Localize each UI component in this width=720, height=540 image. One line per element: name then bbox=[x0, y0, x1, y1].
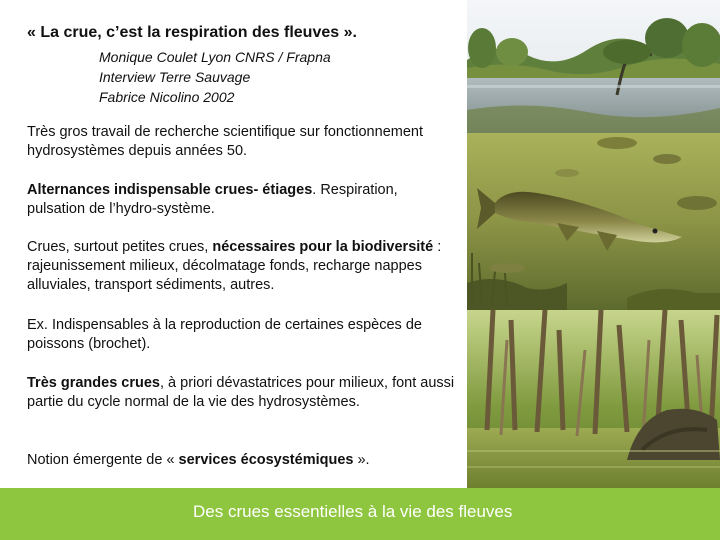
pike-underwater-photo bbox=[467, 133, 720, 310]
photo-strip bbox=[467, 0, 720, 488]
paragraph-big-floods-text: , à priori dévastatrices pour milieux, font aussi partie du cycle normal de la vie des hydrosystèmes. bbox=[27, 375, 455, 410]
text-column bbox=[27, 22, 459, 468]
paragraph-big-floods-bold: Très grandes crues bbox=[27, 375, 160, 391]
paragraph-alternances bbox=[27, 181, 459, 219]
paragraph-alternances-bold: Alternances indispensable crues- étiages bbox=[27, 182, 313, 198]
paragraph-research bbox=[27, 123, 459, 161]
paragraph-services-bold: services écosystémiques bbox=[178, 452, 354, 468]
flooded-forest-photo bbox=[467, 310, 720, 488]
paragraph-biodiversity-text: : rajeunissement milieux, décolmatage fonds, recharge nappes alluviales, transport sédiments, autres. bbox=[27, 239, 442, 293]
paragraph-services-pre: Notion émergente de « bbox=[27, 452, 179, 468]
paragraph-services bbox=[27, 451, 459, 470]
footer-caption: Des crues essentielles à la vie des fleuves bbox=[193, 502, 513, 521]
paragraph-pike bbox=[27, 316, 459, 354]
byline-source: Interview Terre Sauvage bbox=[99, 69, 251, 85]
footer-band bbox=[0, 488, 720, 540]
citation-byline bbox=[99, 47, 459, 107]
paragraph-big-floods bbox=[27, 374, 459, 412]
paragraph-biodiversity-pre: Crues, surtout petites crues, bbox=[27, 239, 213, 255]
flooded-meadow-photo bbox=[467, 0, 720, 133]
paragraph-services-text: ». bbox=[353, 452, 370, 468]
slide-title: « La crue, c’est la respiration des fleuves ». bbox=[27, 24, 357, 41]
byline-author: Monique Coulet Lyon CNRS / Frapna bbox=[99, 49, 331, 65]
paragraph-pike-text: Ex. Indispensables à la reproduction de certaines espèces de poissons (brochet). bbox=[27, 317, 422, 352]
paragraph-biodiversity-bold: nécessaires pour la biodiversité bbox=[212, 239, 434, 255]
paragraph-biodiversity bbox=[27, 238, 459, 295]
paragraph-research-text: Très gros travail de recherche scientifique sur fonctionnement hydrosystèmes depuis années 50. bbox=[27, 124, 423, 159]
byline-interviewer: Fabrice Nicolino 2002 bbox=[99, 89, 235, 105]
paragraph-alternances-text: . Respiration, pulsation de l’hydro-système. bbox=[27, 182, 398, 217]
